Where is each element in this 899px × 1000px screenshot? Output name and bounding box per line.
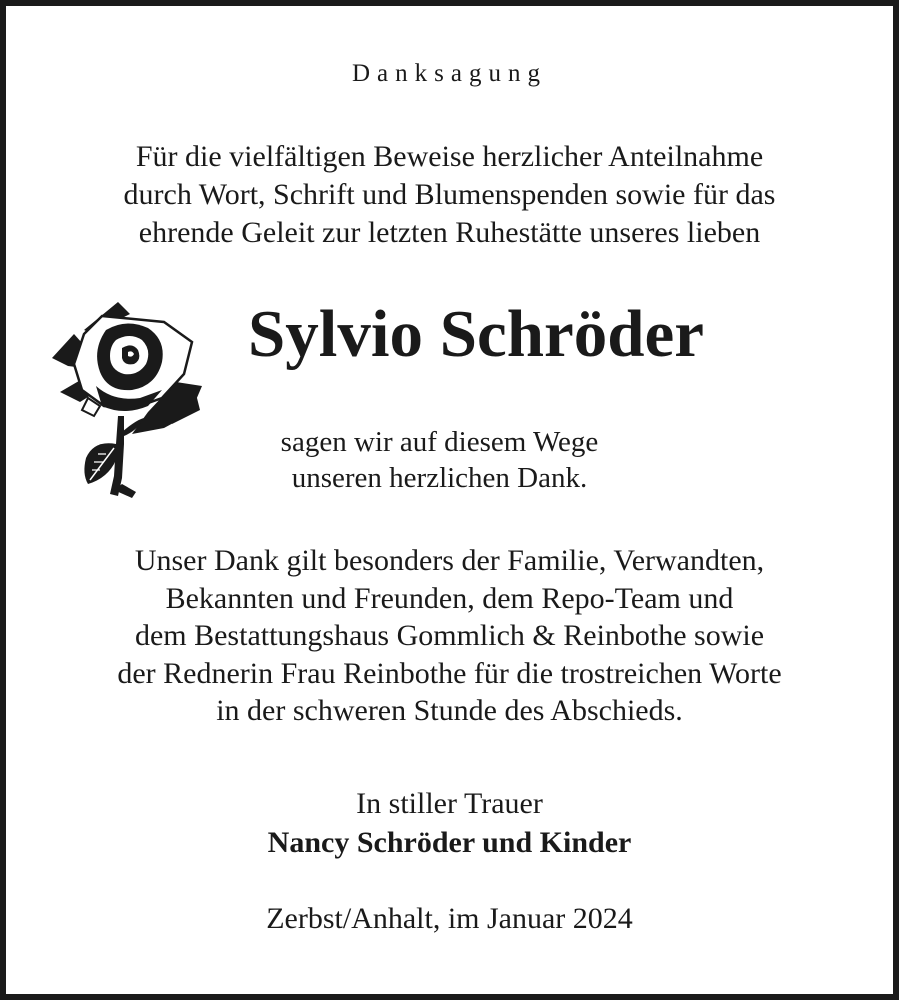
heading: Danksagung	[352, 60, 547, 87]
deceased-name: Sylvio Schröder	[248, 297, 704, 371]
acknowledgement-line: in der schweren Stunde des Abschieds.	[216, 694, 683, 727]
acknowledgement-line: Bekannten und Freunden, dem Repo-Team und	[165, 581, 734, 615]
thanks-text	[0, 424, 883, 496]
acknowledgement-line: Unser Dank gilt besonders der Familie, Verwandten,	[134, 544, 765, 577]
acknowledgement-text	[6, 542, 893, 730]
place-date: Zerbst/Anhalt, im Januar 2024	[266, 902, 633, 935]
closing-phrase: In stiller Trauer	[356, 787, 543, 820]
thanks-line: sagen wir auf diesem Wege	[280, 426, 599, 458]
intro-line: Für die vielfältigen Beweise herzlicher Anteilnahme	[135, 140, 764, 173]
intro-text	[6, 138, 893, 252]
thanks-line: unseren herzlichen Dank.	[291, 462, 588, 494]
intro-line: durch Wort, Schrift und Blumenspenden sowie für das	[123, 178, 776, 211]
acknowledgement-line: der Rednerin Frau Reinbothe für die trostreichen Worte	[117, 656, 782, 690]
signer-name: Nancy Schröder und Kinder	[267, 826, 632, 859]
acknowledgement-line: dem Bestattungshaus Gommlich & Reinbothe sowie	[134, 619, 765, 652]
intro-line: ehrende Geleit zur letzten Ruhestätte unseres lieben	[138, 216, 761, 249]
